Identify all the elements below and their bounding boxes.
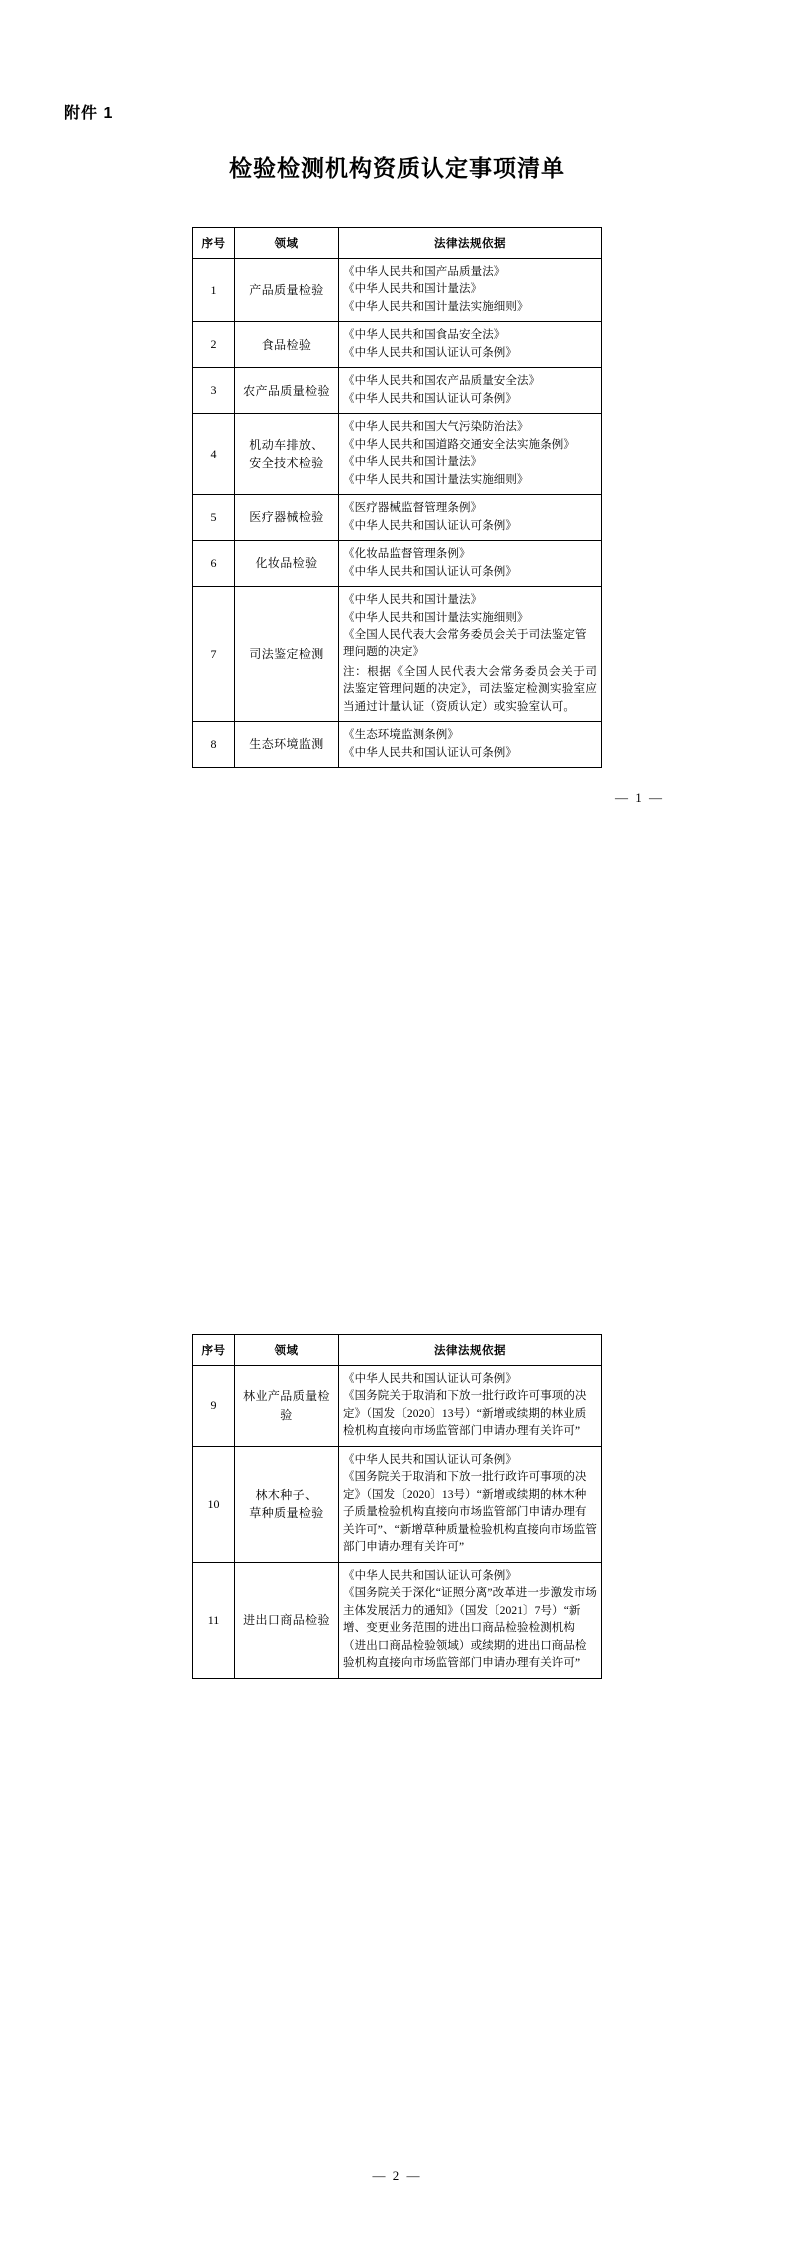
- field-area-line: 草种质量检验: [249, 1506, 324, 1521]
- cell-serial-number: 11: [193, 1562, 235, 1678]
- field-area-line: 林业产品质量检验: [243, 1389, 330, 1422]
- table-row: [193, 722, 602, 768]
- legal-basis-line: 《中华人民共和国认证认可条例》: [343, 519, 517, 532]
- field-area-line: 医疗器械检验: [249, 510, 324, 525]
- cell-serial-number: 4: [193, 414, 235, 495]
- cell-serial-number: 3: [193, 368, 235, 414]
- table-row: [193, 259, 602, 322]
- table-row: [193, 1366, 602, 1447]
- cell-serial-number: 7: [193, 587, 235, 722]
- cell-legal-basis: [339, 587, 602, 722]
- legal-basis-line: 《中华人民共和国产品质量法》: [343, 266, 506, 278]
- qualification-items-table-page2: [192, 1334, 602, 1679]
- column-header-area: 领域: [235, 228, 339, 259]
- table-row: [193, 322, 602, 368]
- field-area-line: 农产品质量检验: [243, 383, 330, 398]
- page-number-2: — 2 —: [372, 2168, 422, 2183]
- cell-serial-number: 5: [193, 495, 235, 541]
- legal-basis-line: 《中华人民共和国道路交通安全法实施条例》: [343, 438, 575, 451]
- legal-basis-line: 《中华人民共和国计量法实施细则》: [343, 300, 529, 313]
- cell-serial-number: 6: [193, 541, 235, 587]
- cell-legal-basis: [339, 541, 602, 587]
- column-header-no: 序号: [193, 1335, 235, 1366]
- qualification-items-table-page1: [192, 227, 602, 768]
- attachment-label: 附件 1: [64, 105, 114, 122]
- field-area-line: 进出口商品检验: [243, 1612, 330, 1627]
- page-2-top-spacer: [62, 1122, 732, 1334]
- legal-basis-line: 《中华人民共和国认证认可条例》: [343, 1373, 517, 1385]
- legal-basis-line: 《国务院关于深化“证照分离”改革进一步激发市场主体发展活力的通知》（国发〔2021〕7号）“新增、变更业务范围的进出口商品检验检测机构（进出口商品检验领域）或续期的进出口商品检验机构直接向市场监管部门申请办理有关许可”: [343, 1587, 598, 1670]
- table-row: [193, 587, 602, 722]
- legal-basis-line: 《国务院关于取消和下放一批行政许可事项的决定》（国发〔2020〕13号）“新增或续期的林业质检机构直接向市场监管部门申请办理有关许可”: [343, 1390, 587, 1438]
- cell-serial-number: 10: [193, 1446, 235, 1562]
- legal-basis-line: 《中华人民共和国计量法实施细则》: [343, 611, 529, 624]
- cell-legal-basis: [339, 722, 602, 768]
- page-title: 检验检测机构资质认定事项清单: [229, 155, 565, 181]
- table-header: [193, 1335, 602, 1366]
- field-area-line: 机动车排放、: [249, 437, 324, 452]
- table-header: [193, 228, 602, 259]
- cell-field-area: [235, 1366, 339, 1447]
- legal-basis-line: 《中华人民共和国大气污染防治法》: [343, 421, 529, 434]
- cell-field-area: [235, 259, 339, 322]
- cell-serial-number: 8: [193, 722, 235, 768]
- legal-basis-line: 《中华人民共和国认证认可条例》: [343, 1453, 517, 1466]
- cell-serial-number: 1: [193, 259, 235, 322]
- legal-basis-line: 《国务院关于取消和下放一批行政许可事项的决定》（国发〔2020〕13号）“新增或续期的林木种子质量检验机构直接向市场监管部门申请办理有关许可”、“新增草种质量检验机构直接向市场监管部门申请办理有关许可”: [343, 1471, 598, 1554]
- table-body: [193, 259, 602, 768]
- field-area-line: 司法鉴定检测: [249, 646, 324, 661]
- cell-field-area: [235, 1446, 339, 1562]
- table-row: [193, 414, 602, 495]
- cell-legal-basis: [339, 1366, 602, 1447]
- legal-basis-line: 《中华人民共和国计量法实施细则》: [343, 473, 529, 486]
- table-row: [193, 1446, 602, 1562]
- cell-field-area: [235, 368, 339, 414]
- cell-legal-basis: [339, 259, 602, 322]
- legal-basis-line: 《中华人民共和国认证认可条例》: [343, 346, 517, 359]
- document-page-2: [0, 1122, 794, 2244]
- cell-legal-basis: [339, 1446, 602, 1562]
- table-row: [193, 1562, 602, 1678]
- page-number-1: — 1 —: [615, 790, 664, 806]
- field-area-line: 产品质量检验: [249, 282, 324, 297]
- cell-legal-basis: [339, 322, 602, 368]
- legal-basis-line: 《医疗器械监督管理条例》: [343, 502, 483, 515]
- cell-legal-basis: [339, 414, 602, 495]
- column-header-area: 领域: [235, 1335, 339, 1366]
- field-area-line: 安全技术检验: [249, 456, 324, 471]
- cell-field-area: [235, 587, 339, 722]
- column-header-law: 法律法规依据: [339, 228, 602, 259]
- cell-field-area: [235, 1562, 339, 1678]
- legal-basis-line: 《中华人民共和国认证认可条例》: [343, 565, 517, 578]
- table-row: [193, 541, 602, 587]
- cell-legal-basis: [339, 495, 602, 541]
- legal-basis-line: 《中华人民共和国认证认可条例》: [343, 1569, 517, 1582]
- cell-serial-number: 9: [193, 1366, 235, 1447]
- legal-basis-line: 《中华人民共和国食品安全法》: [343, 329, 506, 342]
- legal-basis-line: 《中华人民共和国认证认可条例》: [343, 746, 517, 759]
- field-area-line: 化妆品检验: [255, 556, 318, 571]
- legal-basis-line: 《中华人民共和国农产品质量安全法》: [343, 375, 541, 388]
- field-area-line: 食品检验: [261, 337, 312, 352]
- legal-basis-line: 《全国人民代表大会常务委员会关于司法鉴定管理问题的决定》: [343, 628, 587, 659]
- field-area-line: 林木种子、: [255, 1487, 318, 1502]
- column-header-law: 法律法规依据: [339, 1335, 602, 1366]
- legal-basis-line: 《生态环境监测条例》: [343, 729, 459, 742]
- table-row: [193, 368, 602, 414]
- legal-basis-line: 《中华人民共和国计量法》: [343, 456, 483, 469]
- cell-field-area: [235, 322, 339, 368]
- cell-field-area: [235, 414, 339, 495]
- table-header-row: [193, 1335, 602, 1366]
- cell-field-area: [235, 541, 339, 587]
- legal-basis-line: 《化妆品监督管理条例》: [343, 548, 471, 561]
- cell-legal-basis: [339, 368, 602, 414]
- cell-legal-basis: [339, 1562, 602, 1678]
- legal-basis-line: 《中华人民共和国计量法》: [343, 283, 483, 296]
- legal-basis-line: 《中华人民共和国认证认可条例》: [343, 392, 517, 405]
- legal-basis-note: 注：根据《全国人民代表大会常务委员会关于司法鉴定管理问题的决定》，司法鉴定检测实验室应当通过计量认证（资质认定）或实验室认可。: [343, 665, 597, 713]
- cell-field-area: [235, 495, 339, 541]
- table-header-row: [193, 228, 602, 259]
- column-header-no: 序号: [193, 228, 235, 259]
- cell-serial-number: 2: [193, 322, 235, 368]
- legal-basis-line: 《中华人民共和国计量法》: [343, 594, 483, 607]
- table-body: [193, 1366, 602, 1679]
- field-area-line: 生态环境监测: [249, 737, 324, 752]
- table-row: [193, 495, 602, 541]
- cell-field-area: [235, 722, 339, 768]
